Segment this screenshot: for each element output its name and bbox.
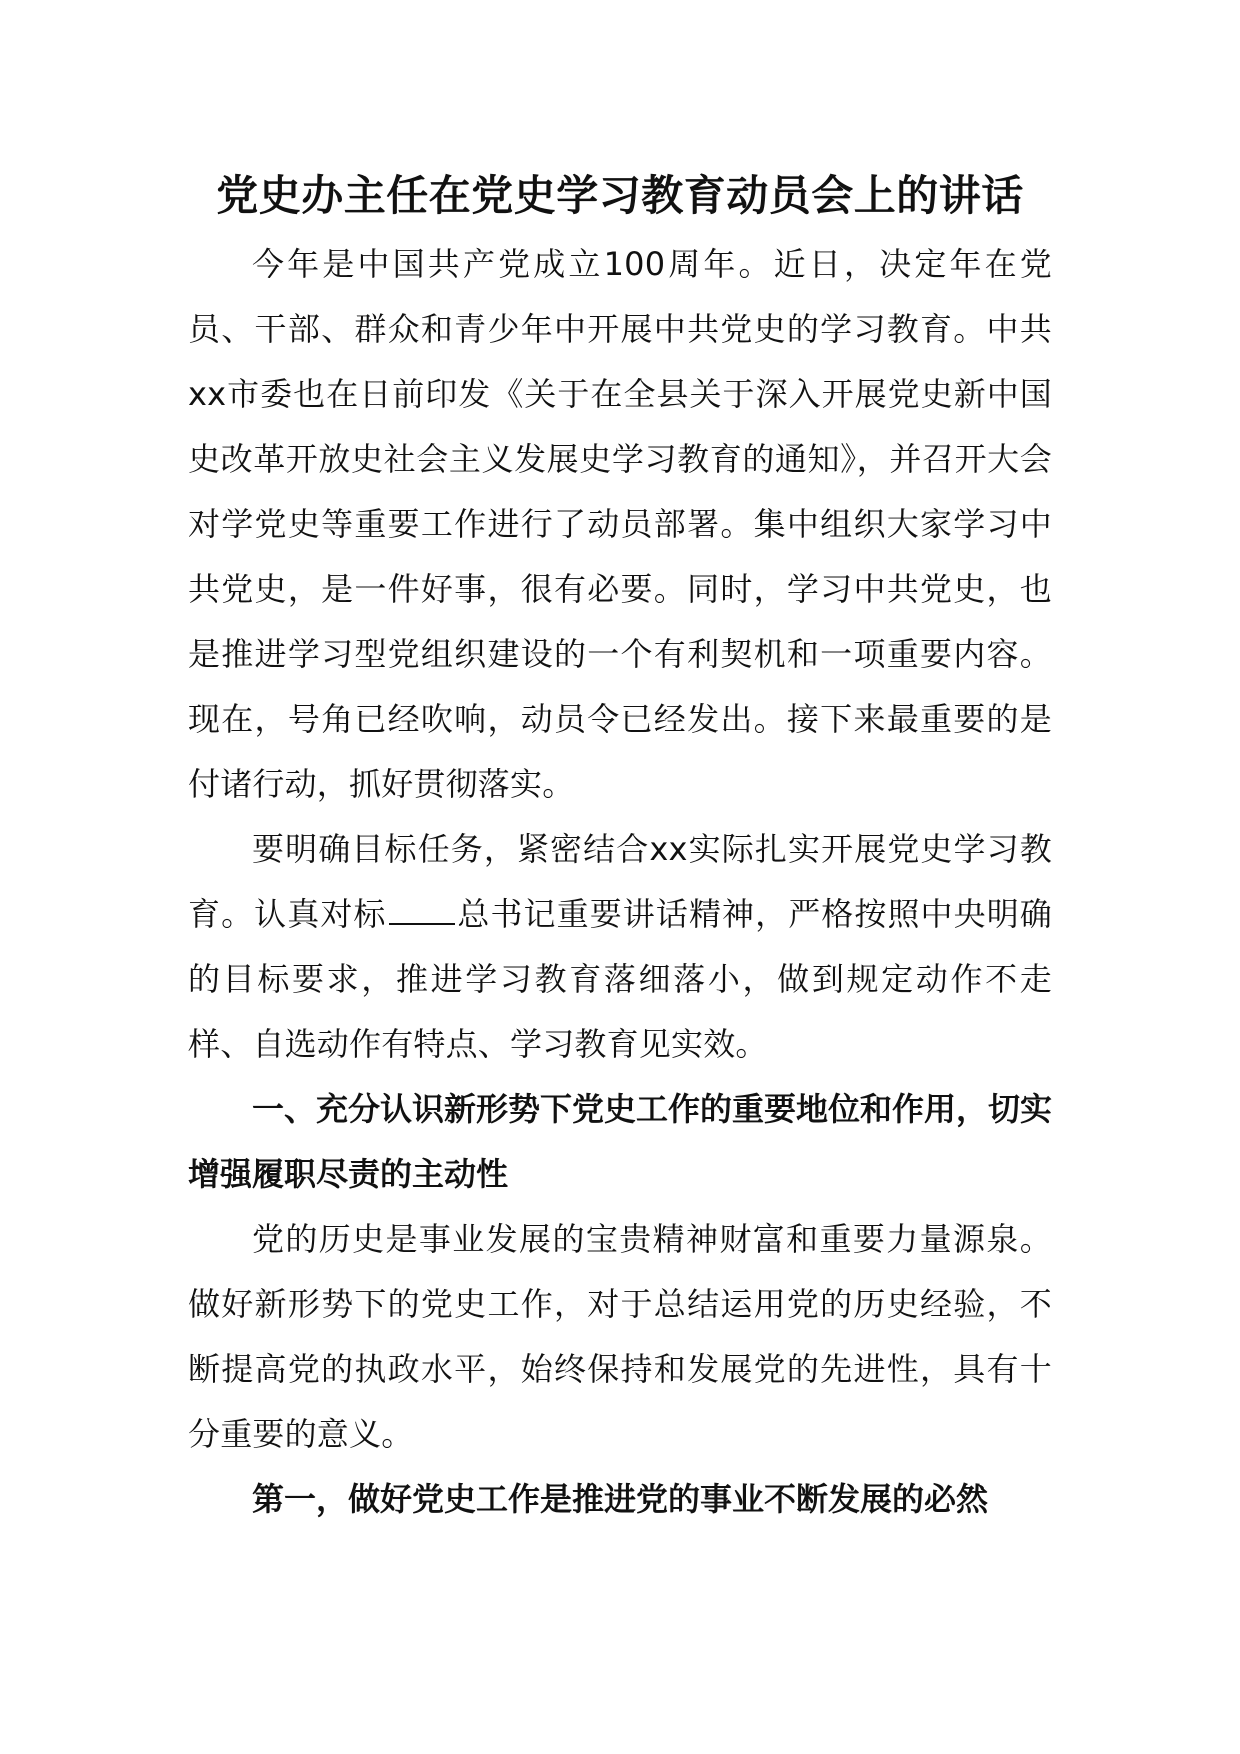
paragraph-intro: 今年是中国共产党成立100周年。近日，决定年在党员、干部、群众和青少年中开展中共党史的学习教育。中共xx市委也在日前印发《关于在全县关于深入开展党史新中国史改革开放史社会主义发展史学习教育的通知》，并召开大会对学党史等重要工作进行了动员部署。集中组织大家学习中共党史，是一件好事，很有必要。同时，学习中共党史，也是推进学习型党组织建设的一个有利契机和一项重要内容。现在，号角已经吹响，动员令已经发出。接下来最重要的是付诸行动，抓好贯彻落实。 <box>188 245 1052 803</box>
document-body <box>188 165 1052 1532</box>
fill-in-blank <box>389 897 455 925</box>
paragraph-goals-text-before-blank: 要明确目标任务，紧密结合xx实际扎实开展党史学习教育。认真对标 <box>188 830 1052 933</box>
paragraph-goals <box>188 817 1052 1077</box>
subsection-heading-1: 第一，做好党史工作是推进党的事业不断发展的必然 <box>252 1480 989 1518</box>
document-title: 党史办主任在党史学习教育动员会上的讲话 <box>216 171 1024 220</box>
section-heading-1: 一、充分认识新形势下党史工作的重要地位和作用，切实增强履职尽责的主动性 <box>188 1090 1053 1193</box>
paragraph-history-importance: 党的历史是事业发展的宝贵精神财富和重要力量源泉。做好新形势下的党史工作，对于总结运用党的历史经验，不断提高党的执政水平，始终保持和发展党的先进性，具有十分重要的意义。 <box>188 1220 1052 1453</box>
paragraph-goals-text-after-blank: 总书记重要讲话精神，严格按照中央明确的目标要求，推进学习教育落细落小，做到规定动作不走样、自选动作有特点、学习教育见实效。 <box>188 895 1052 1063</box>
